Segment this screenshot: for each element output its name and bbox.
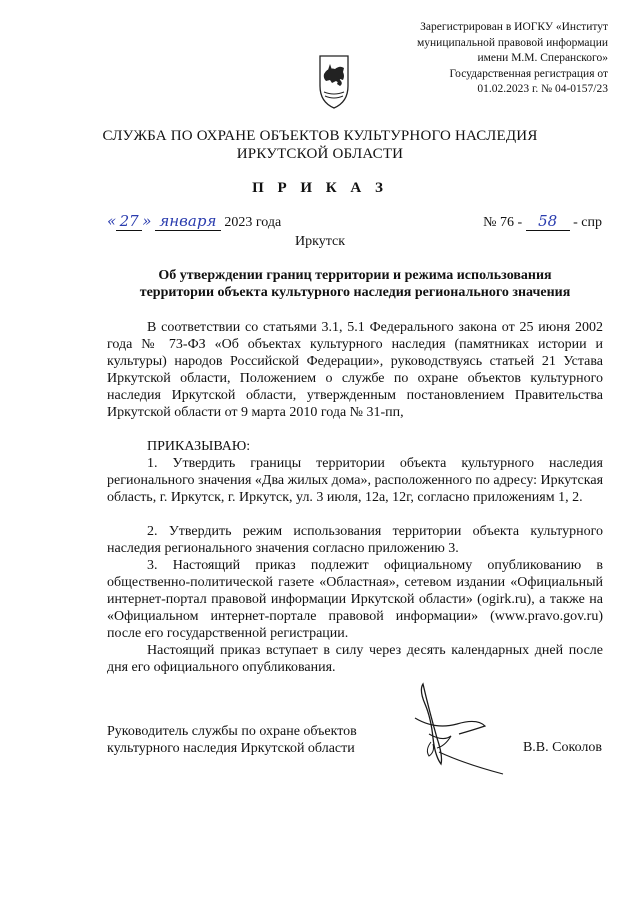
order-number	[483, 212, 602, 231]
organization-region: ИРКУТСКОЙ ОБЛАСТИ	[236, 146, 404, 162]
order-heading	[107, 267, 603, 301]
preamble-paragraph: В соответствии со статьями 3.1, 5.1 Федерального закона от 25 июня 2002 года № 73-ФЗ «Об объектах культурного наследия (памятниках истории и культуры) народов Российской Федерации», руководствуясь статьей 21 Устава Иркутской области, Положением о службе по охране объектов культурного наследия Иркутской области, утвержденным постановлением Правительства Иркутской области от 9 марта 2010 года № 31-пп,	[107, 320, 603, 420]
registration-line: имени М.М. Сперанского»	[477, 52, 608, 64]
signer-position-line: Руководитель службы по охране объектов	[107, 724, 357, 739]
decree-word: ПРИКАЗЫВАЮ:	[147, 439, 251, 454]
decree-item-3: 3. Настоящий приказ подлежит официальному опубликованию в общественно-политической газете «Областная», сетевом издании «Официальный интернет-портал правовой информации Иркутской области» (ogirk.ru), а также на «Официальном интернет-портале правовой информации» (www.pravo.gov.ru) после его государственной регистрации.	[107, 558, 603, 641]
signer-name: В.В. Соколов	[522, 740, 602, 755]
registration-stamp	[348, 20, 608, 98]
heading-line: Об утверждении границ территории и режима использования	[158, 268, 552, 283]
order-number-suffix: - спр	[573, 215, 602, 230]
registration-line: Государственная регистрация от	[449, 67, 608, 80]
decree-item-2: 2. Утвердить режим использования территории объекта культурного наследия регионального значения согласно приложению 3.	[107, 524, 603, 556]
registration-line: Зарегистрирован в ИОГКУ «Институт	[420, 21, 608, 33]
date-quote-close: »	[142, 212, 152, 230]
registration-line: 01.02.2023 г. № 04-0157/23	[477, 83, 608, 95]
organization-name: СЛУЖБА ПО ОХРАНЕ ОБЪЕКТОВ КУЛЬТУРНОГО НАСЛЕДИЯ	[102, 128, 538, 144]
registration-line: муниципальной правовой информации	[416, 36, 608, 49]
signer-position-line: культурного наследия Иркутской области	[107, 741, 355, 756]
date-quote-open: «	[107, 212, 117, 230]
order-number-prefix: № 76 -	[483, 215, 523, 230]
document-type: П Р И К А З	[252, 180, 388, 196]
effective-date-paragraph: Настоящий приказ вступает в силу через десять календарных дней после дня его официального опубликования.	[107, 643, 603, 675]
order-number-value: 58	[526, 212, 570, 231]
order-date	[107, 212, 281, 231]
handwritten-signature-icon	[385, 660, 515, 780]
irkutsk-coat-of-arms-icon	[318, 52, 350, 110]
date-month: января	[155, 212, 221, 231]
decree-item-1: 1. Утвердить границы территории объекта культурного наследия регионального значения «Два жилых дома», расположенного по адресу: Иркутская область, г. Иркутск, г. Иркутск, ул. 3 июля, 12а, 12г, согласно приложениям 1, 2.	[107, 456, 604, 505]
heading-line: территории объекта культурного наследия регионального значения	[139, 285, 571, 300]
city: Иркутск	[294, 234, 346, 249]
date-year: 2023 года	[224, 215, 282, 230]
date-day: 27	[116, 212, 142, 231]
signer-position	[107, 723, 357, 757]
